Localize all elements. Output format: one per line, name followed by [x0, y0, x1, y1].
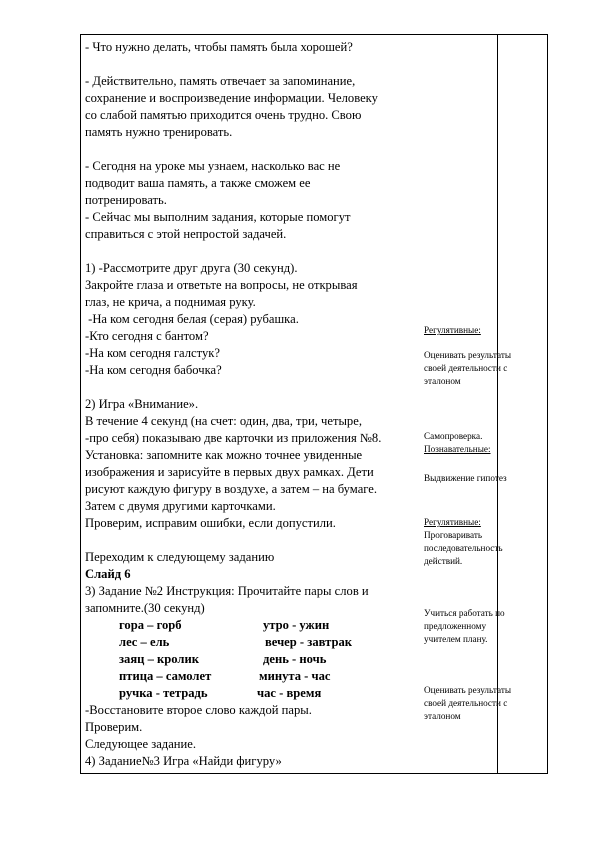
word-pair-row	[85, 668, 495, 685]
task3-line: запомните.(30 секунд)	[85, 601, 205, 615]
regulatory-text: эталоном	[424, 376, 461, 386]
intro-answer-line: со слабой памятью приходится очень трудно. Свою	[85, 108, 362, 122]
task2-line: Установка: запомните как можно точнее увиденные	[85, 448, 363, 462]
task1-line: Закройте глаза и ответьте на вопросы, не открывая	[85, 278, 358, 292]
column-divider	[497, 35, 498, 773]
regulatory-text: Проговаривать	[424, 530, 483, 540]
cognitive-label: Познавательные:	[424, 444, 491, 454]
task2-line: -про себя) показываю две карточки из приложения №8.	[85, 431, 382, 445]
task1-line: 1) -Рассмотрите друг друга (30 секунд).	[85, 261, 298, 275]
hypothesis-block	[424, 472, 548, 485]
hypothesis-text: Выдвижение гипотез	[424, 473, 507, 483]
cognitive-block	[424, 430, 548, 456]
next-task-text: Переходим к следующему заданию	[85, 550, 275, 564]
task2-line: рисуют каждую фигуру в воздухе, а затем – на бумаге.	[85, 482, 378, 496]
task1-line: -На ком сегодня бабочка?	[85, 363, 222, 377]
regulatory-block-2	[424, 516, 548, 568]
task2-line: В течение 4 секунд (на счет: один, два, три, четыре,	[85, 414, 362, 428]
pair-left: лес – ель	[119, 635, 170, 649]
today-line: - Сегодня на уроке мы узнаем, насколько вас не	[85, 159, 341, 173]
task1-line: -На ком сегодня белая (серая) рубашка.	[85, 312, 299, 326]
today-line: справиться с этой непростой задачей.	[85, 227, 287, 241]
plan-text: учителем плану.	[424, 634, 488, 644]
plan-text: предложенному	[424, 621, 487, 631]
intro-question: - Что нужно делать, чтобы память была хорошей?	[85, 40, 353, 54]
task2-line: Проверим, исправим ошибки, если допустили.	[85, 516, 336, 530]
task1-line: глаз, не крича, а поднимая руку.	[85, 295, 256, 309]
ending-line: Проверим.	[85, 720, 143, 734]
regulatory-text: своей деятельности с	[424, 363, 508, 373]
regulatory-text: Оценивать результаты	[424, 350, 512, 360]
ending-line: 4) Задание№3 Игра «Найди фигуру»	[85, 754, 282, 768]
pair-left: птица – самолет	[119, 669, 212, 683]
intro-answer-line: память нужно тренировать.	[85, 125, 233, 139]
intro-answer-line: сохранение и воспроизведение информации. Человеку	[85, 91, 378, 105]
pair-left: гора – горб	[119, 618, 182, 632]
ending-line: Следующее задание.	[85, 737, 197, 751]
task2-line: Затем с двумя другими карточками.	[85, 499, 276, 513]
regulatory-label: Регулятивные:	[424, 325, 481, 335]
regulatory-block-1	[424, 324, 548, 388]
evaluation-text: Оценивать результаты	[424, 685, 512, 695]
pair-right: вечер - завтрак	[265, 635, 353, 649]
pair-left: ручка - тетрадь	[119, 686, 208, 700]
evaluation-text: эталоном	[424, 711, 461, 721]
lesson-content-column	[85, 39, 495, 770]
pair-right: час - время	[257, 686, 322, 700]
evaluation-text: своей деятельности с	[424, 698, 508, 708]
today-line: подводит ваша память, а также сможем ее	[85, 176, 311, 190]
plan-text: Учиться работать по	[424, 608, 505, 618]
today-line: - Сейчас мы выполним задания, которые помогут	[85, 210, 351, 224]
ending-line: -Восстановите второе слово каждой пары.	[85, 703, 312, 717]
task3-line: 3) Задание №2 Инструкция: Прочитайте пары слов и	[85, 584, 369, 598]
task1-line: -Кто сегодня с бантом?	[85, 329, 209, 343]
lesson-table	[80, 34, 548, 774]
pair-right: минута - час	[259, 669, 331, 683]
evaluation-block	[424, 684, 548, 723]
regulatory-text: действий.	[424, 556, 463, 566]
pair-left: заяц – кролик	[119, 652, 199, 666]
pair-right: утро - ужин	[263, 618, 330, 632]
task2-line: изображения и зарисуйте в первых двух рамках. Дети	[85, 465, 374, 479]
task1-line: -На ком сегодня галстук?	[85, 346, 220, 360]
regulatory-label: Регулятивные:	[424, 517, 481, 527]
intro-answer-line: - Действительно, память отвечает за запоминание,	[85, 74, 356, 88]
regulatory-text: последовательность	[424, 543, 503, 553]
pair-right: день - ночь	[263, 652, 327, 666]
task2-title: 2) Игра «Внимание».	[85, 397, 199, 411]
selfcheck-text: Самопроверка.	[424, 431, 483, 441]
plan-block	[424, 607, 548, 646]
slide-label: Слайд 6	[85, 567, 131, 581]
today-line: потренировать.	[85, 193, 167, 207]
word-pair-row	[85, 651, 495, 668]
